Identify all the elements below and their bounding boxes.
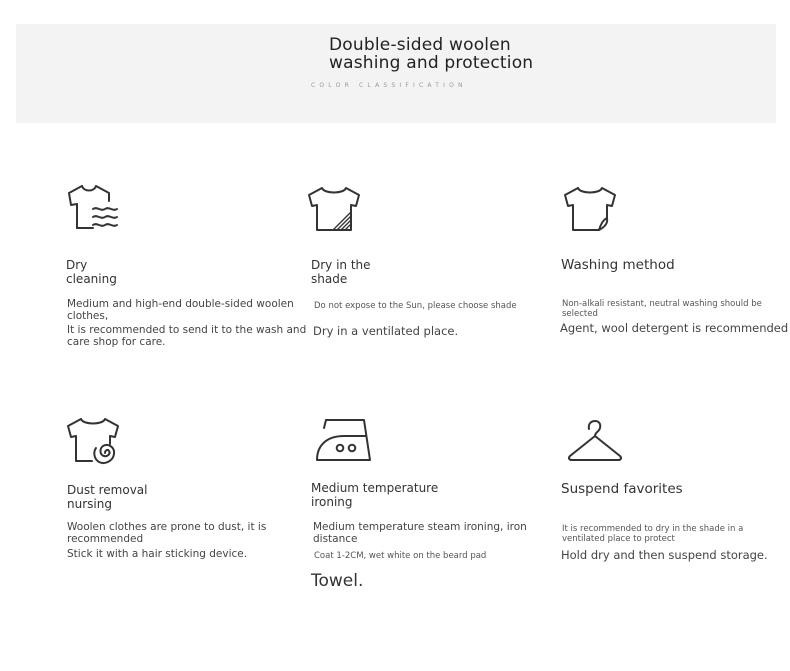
tshirt-peel-icon [563, 185, 623, 235]
item-desc-line: Dry in a ventilated place. [313, 324, 459, 338]
item-desc-line: Towel. [311, 571, 364, 591]
item-label-line: Medium temperature [311, 481, 439, 495]
item-label-suspend: Suspend favorites [561, 481, 683, 497]
page-subtitle: COLOR CLASSIFICATION [311, 82, 467, 89]
item-label-washing-method: Washing method [561, 257, 675, 273]
item-desc-line: Stick it with a hair sticking device. [67, 548, 248, 560]
tshirt-shade-icon [307, 185, 367, 235]
item-label-dry-cleaning [66, 258, 117, 286]
item-label-line: ironing [311, 495, 353, 509]
item-label-dry-shade [311, 258, 371, 286]
item-desc-line: Do not expose to the Sun, please choose shade [314, 301, 517, 311]
item-label-line: Dust removal [67, 483, 148, 497]
page-title [329, 36, 533, 72]
item-label-line: cleaning [66, 272, 117, 286]
item-desc-line: Medium and high-end double-sided woolen clothes, [67, 298, 294, 322]
title-line-1: Double-sided woolen [329, 35, 511, 55]
item-label-ironing [311, 481, 438, 509]
item-desc-line: It is recommended to send it to the wash and care shop for care. [67, 324, 307, 348]
tshirt-water-icon [66, 183, 126, 233]
item-desc-line: Agent, wool detergent is recommended [560, 321, 789, 335]
item-label-line: nursing [67, 497, 112, 511]
item-desc-line: Woolen clothes are prone to dust, it is recommended [67, 521, 267, 545]
item-label-line: Dry in the [311, 258, 371, 272]
item-label-line: shade [311, 272, 348, 286]
item-desc-line: Medium temperature steam ironing, iron distance [313, 521, 527, 545]
item-desc-line: Non-alkali resistant, neutral washing should be selected [562, 299, 762, 319]
item-desc-line: It is recommended to dry in the shade in a ventilated place to protect [562, 524, 744, 544]
item-desc-line: Hold dry and then suspend storage. [561, 548, 768, 562]
title-line-2: washing and protection [329, 53, 534, 73]
item-desc-line: Coat 1-2CM, wet white on the beard pad [314, 551, 487, 561]
tshirt-spiral-icon [66, 416, 126, 466]
item-label-dust-removal [67, 483, 148, 511]
hanger-icon [566, 416, 626, 466]
item-label-line: Dry [66, 258, 88, 272]
iron-icon [314, 416, 374, 466]
